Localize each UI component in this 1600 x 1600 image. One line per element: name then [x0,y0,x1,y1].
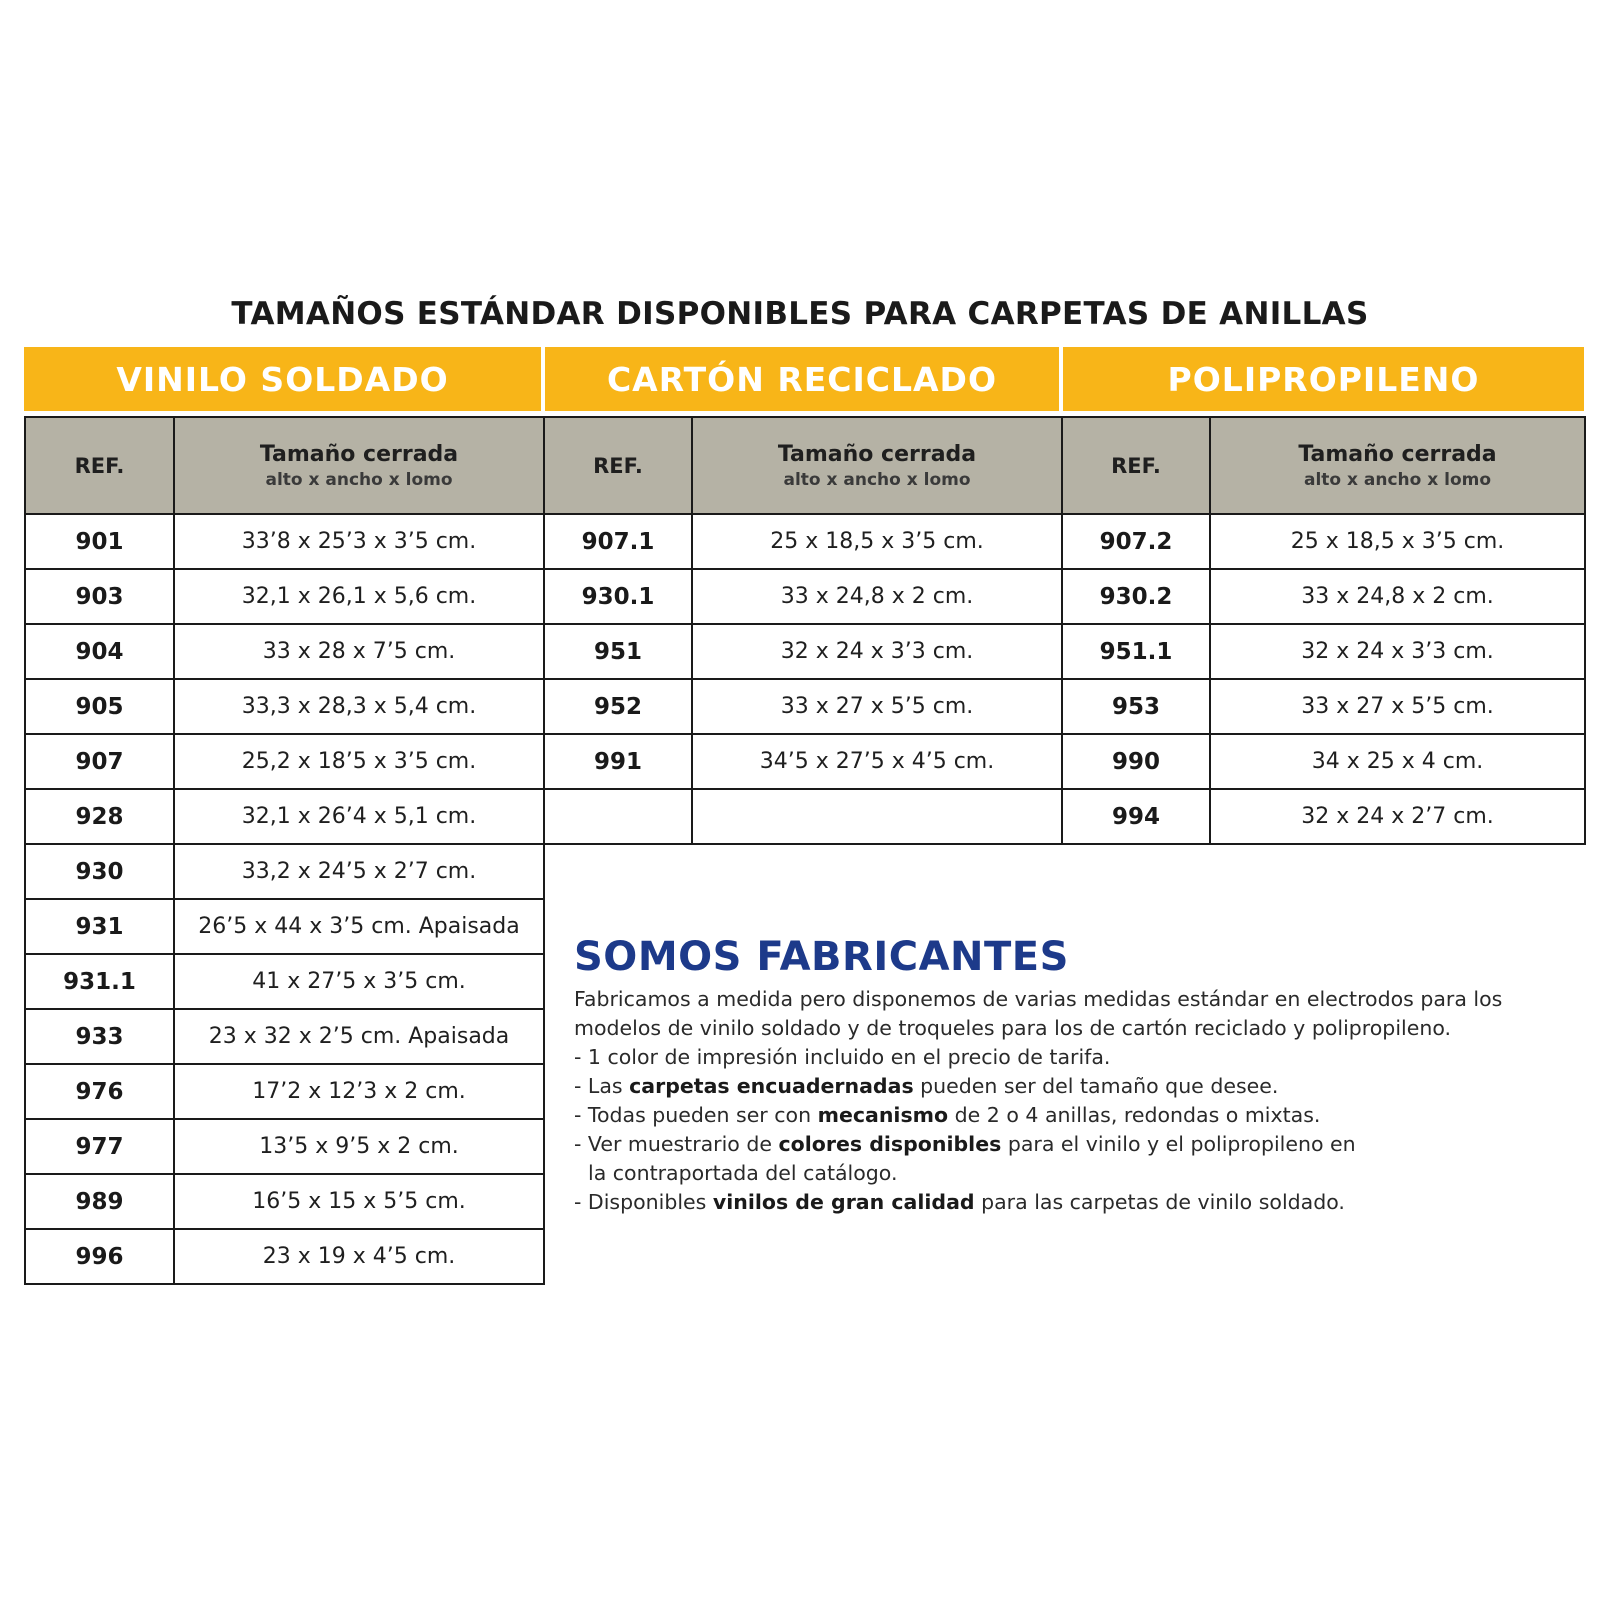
size-cell: 32,1 x 26,1 x 5,6 cm. [174,569,544,624]
table-row [544,734,1062,789]
ref-cell: 996 [25,1229,174,1284]
info-intro-line-2: modelos de vinilo soldado y de troqueles para los de cartón reciclado y polipropileno. [574,1016,1452,1040]
table-row [25,624,544,679]
ref-cell: 930.1 [544,569,692,624]
size-header-sublabel: alto x ancho x lomo [783,469,971,490]
table-row [1062,569,1585,624]
size-header-label: Tamaño cerrada [1298,441,1497,467]
size-cell: 33,3 x 28,3 x 5,4 cm. [174,679,544,734]
page-title: TAMAÑOS ESTÁNDAR DISPONIBLES PARA CARPETAS DE ANILLAS [231,296,1369,332]
table-row [25,1009,544,1064]
table-row [25,1229,544,1284]
ref-cell: 907.2 [1062,514,1210,569]
size-cell: 23 x 19 x 4’5 cm. [174,1229,544,1284]
size-cell: 41 x 27’5 x 3’5 cm. [174,954,544,1009]
size-cell: 25,2 x 18’5 x 3’5 cm. [174,734,544,789]
ref-cell: 933 [25,1009,174,1064]
ref-cell: 905 [25,679,174,734]
table-row [544,624,1062,679]
size-cell: 33,2 x 24’5 x 2’7 cm. [174,844,544,899]
ref-cell: 907 [25,734,174,789]
size-cell: 17’2 x 12’3 x 2 cm. [174,1064,544,1119]
size-cell: 33’8 x 25’3 x 3’5 cm. [174,514,544,569]
ref-cell: 990 [1062,734,1210,789]
size-cell: 32 x 24 x 2’7 cm. [1210,789,1585,844]
size-column-header [1210,417,1585,514]
table-row [544,789,1062,844]
ref-column-header: REF. [25,417,174,514]
ref-cell: 951 [544,624,692,679]
size-cell: 33 x 24,8 x 2 cm. [692,569,1062,624]
table-row [1062,734,1585,789]
size-cell: 33 x 27 x 5’5 cm. [692,679,1062,734]
table-row [544,679,1062,734]
table-row [25,789,544,844]
size-cell: 13’5 x 9’5 x 2 cm. [174,1119,544,1174]
section-header-poli: POLIPROPILENO [1063,347,1584,411]
table-vinilo [24,416,545,1285]
size-cell: 26’5 x 44 x 3’5 cm. Apaisada [174,899,544,954]
ref-cell: 904 [25,624,174,679]
size-header-sublabel: alto x ancho x lomo [265,469,453,490]
info-body [574,985,1584,1217]
table-poli [1061,416,1586,845]
table-row [544,514,1062,569]
table-header-row [25,417,544,514]
ref-cell: 989 [25,1174,174,1229]
size-cell: 32,1 x 26’4 x 5,1 cm. [174,789,544,844]
size-cell: 34’5 x 27’5 x 4’5 cm. [692,734,1062,789]
size-column-header [174,417,544,514]
table-header-row [1062,417,1585,514]
ref-cell: 928 [25,789,174,844]
size-column-header [692,417,1062,514]
size-header-sublabel: alto x ancho x lomo [1303,469,1492,490]
ref-cell [544,789,692,844]
ref-cell: 901 [25,514,174,569]
table-row [25,1119,544,1174]
info-bullet-4-continued: la contraportada del catálogo. [588,1161,898,1185]
ref-cell: 994 [1062,789,1210,844]
ref-cell: 953 [1062,679,1210,734]
table-header-row [544,417,1062,514]
size-cell: 33 x 27 x 5’5 cm. [1210,679,1585,734]
table-row [1062,679,1585,734]
info-bullet-5: - Disponibles vinilos de gran calidad para las carpetas de vinilo soldado. [574,1190,1345,1214]
info-bullet-2: - Las carpetas encuadernadas pueden ser del tamaño que desee. [574,1074,1279,1098]
ref-cell: 931 [25,899,174,954]
table-row [25,569,544,624]
section-header-vinilo: VINILO SOLDADO [24,347,541,411]
table-row [25,899,544,954]
ref-cell: 903 [25,569,174,624]
info-title: SOMOS FABRICANTES [574,934,1069,980]
table-row [25,954,544,1009]
size-header-label: Tamaño cerrada [777,441,977,467]
table-row [1062,514,1585,569]
size-cell: 33 x 24,8 x 2 cm. [1210,569,1585,624]
table-carton [543,416,1063,845]
size-cell: 16’5 x 15 x 5’5 cm. [174,1174,544,1229]
table-row [25,679,544,734]
info-intro-line-1: Fabricamos a medida pero disponemos de varias medidas estándar en electrodos para los [574,987,1503,1011]
table-row [25,1174,544,1229]
ref-cell: 976 [25,1064,174,1119]
ref-column-header: REF. [544,417,692,514]
ref-cell: 907.1 [544,514,692,569]
table-row [25,734,544,789]
table-row [25,844,544,899]
ref-cell: 931.1 [25,954,174,1009]
section-header-carton: CARTÓN RECICLADO [545,347,1059,411]
size-cell: 32 x 24 x 3’3 cm. [692,624,1062,679]
ref-cell: 951.1 [1062,624,1210,679]
info-bullet-4: - Ver muestrario de colores disponibles para el vinilo y el polipropileno en [574,1132,1356,1156]
table-row [1062,624,1585,679]
size-cell: 33 x 28 x 7’5 cm. [174,624,544,679]
table-row [25,514,544,569]
size-cell: 34 x 25 x 4 cm. [1210,734,1585,789]
info-bullet-3: - Todas pueden ser con mecanismo de 2 o 4 anillas, redondas o mixtas. [574,1103,1321,1127]
size-header-label: Tamaño cerrada [259,441,459,467]
size-cell [692,789,1062,844]
ref-cell: 991 [544,734,692,789]
ref-cell: 930 [25,844,174,899]
ref-cell: 977 [25,1119,174,1174]
table-row [544,569,1062,624]
size-cell: 23 x 32 x 2’5 cm. Apaisada [174,1009,544,1064]
ref-column-header: REF. [1062,417,1210,514]
ref-cell: 952 [544,679,692,734]
size-cell: 25 x 18,5 x 3’5 cm. [1210,514,1585,569]
table-row [1062,789,1585,844]
size-cell: 32 x 24 x 3’3 cm. [1210,624,1585,679]
table-row [25,1064,544,1119]
ref-cell: 930.2 [1062,569,1210,624]
info-bullet-1: - 1 color de impresión incluido en el precio de tarifa. [574,1045,1111,1069]
size-cell: 25 x 18,5 x 3’5 cm. [692,514,1062,569]
